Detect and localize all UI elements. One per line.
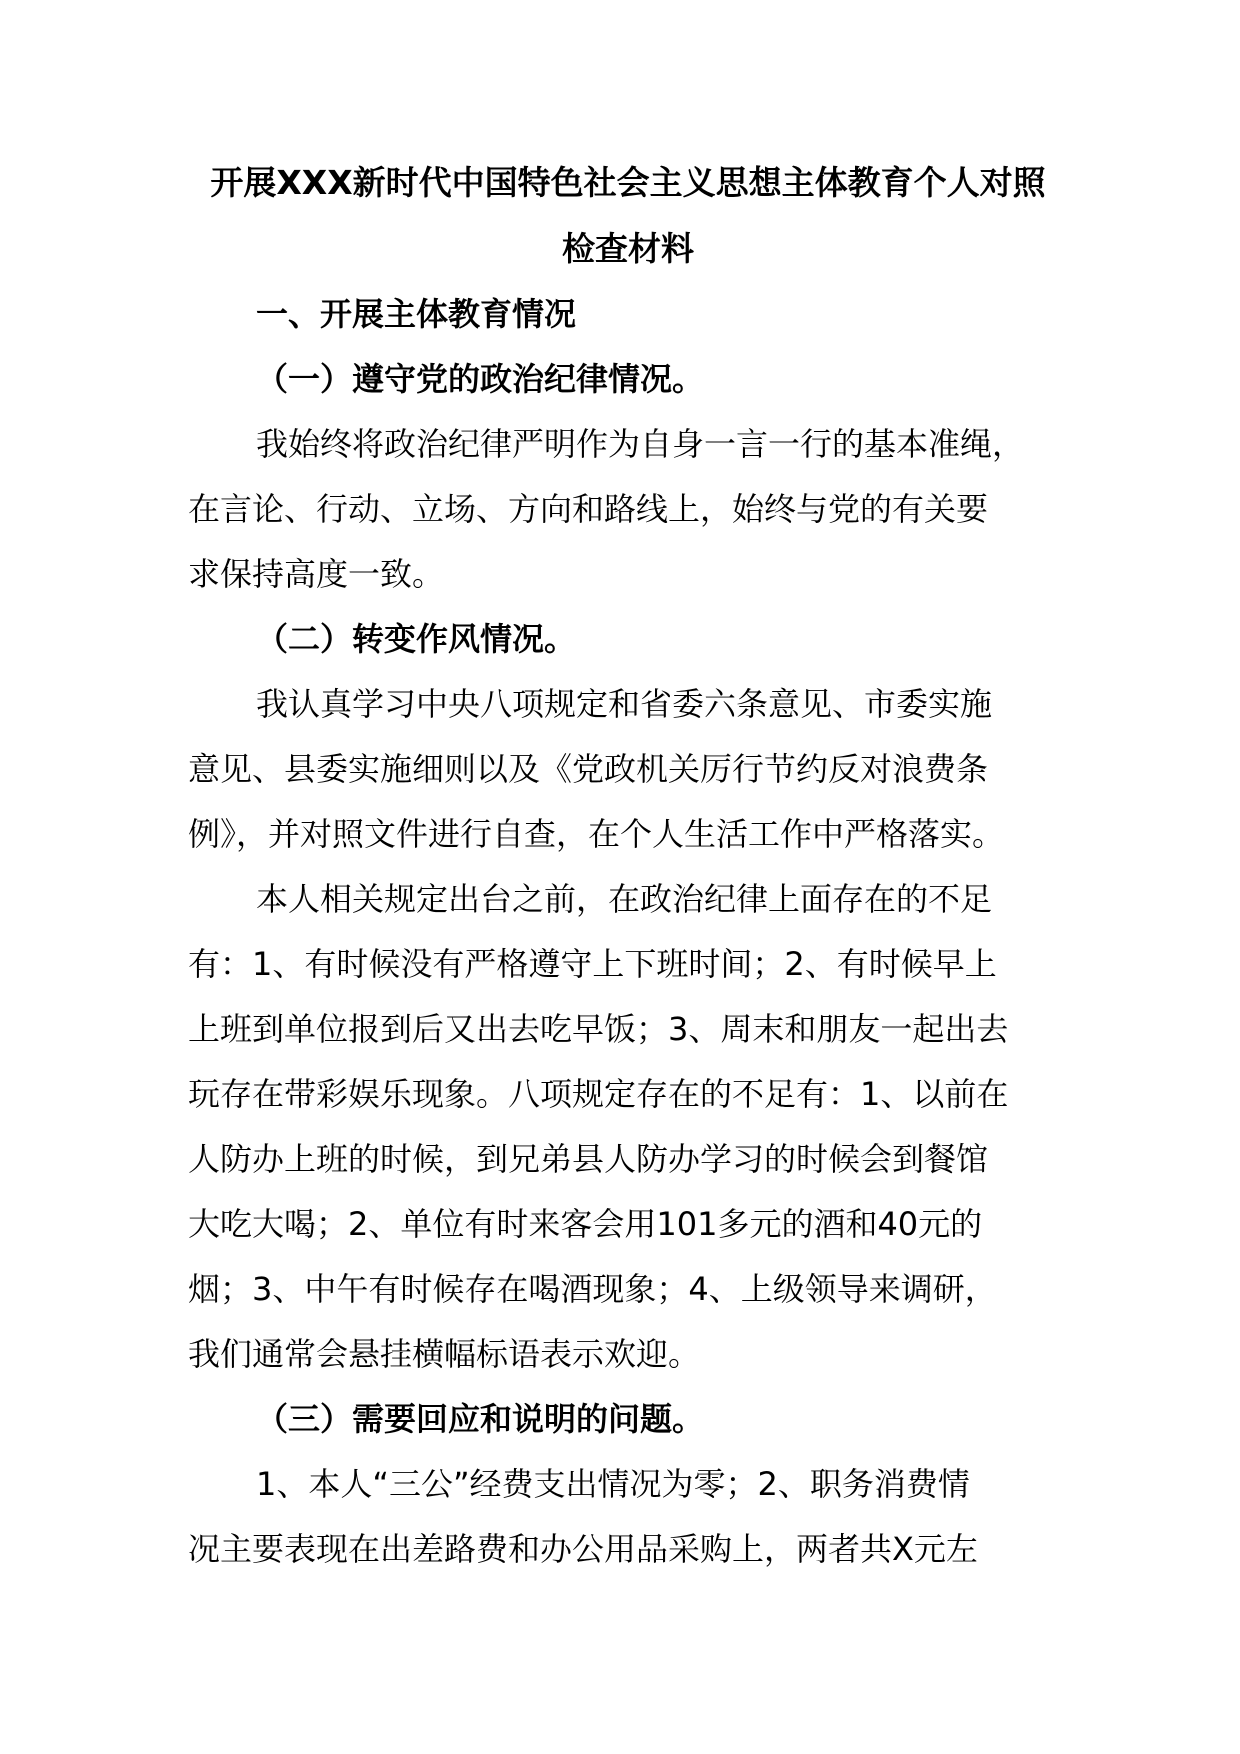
paragraph-line: 玩存在带彩娱乐现象。八项规定存在的不足有：1、以前在 xyxy=(188,1075,1009,1113)
paragraph-line: 求保持高度一致。 xyxy=(188,555,445,593)
section-heading-1: 一、开展主体教育情况 xyxy=(256,295,577,333)
paragraph-line: 1、本人“三公”经费支出情况为零；2、职务消费情 xyxy=(256,1465,970,1503)
paragraph-line: 上班到单位报到后又出去吃早饭；3、周末和朋友一起出去 xyxy=(188,1010,1009,1048)
document-title xyxy=(188,150,1068,282)
document-page xyxy=(188,150,1068,1582)
paragraph-line: 大吃大喝；2、单位有时来客会用101多元的酒和40元的 xyxy=(188,1205,983,1243)
paragraph-line: 本人相关规定出台之前，在政治纪律上面存在的不足 xyxy=(256,880,993,918)
paragraph-line: 我认真学习中央八项规定和省委六条意见、市委实施 xyxy=(256,685,993,723)
paragraph-line: 意见、县委实施细则以及《党政机关厉行节约反对浪费条 xyxy=(188,750,989,788)
subsection-heading-3: （三）需要回应和说明的问题。 xyxy=(256,1400,705,1438)
paragraph-line: 在言论、行动、立场、方向和路线上，始终与党的有关要 xyxy=(188,490,989,528)
paragraph-1 xyxy=(188,412,1068,607)
paragraph-line: 我始终将政治纪律严明作为自身一言一行的基本准绳， xyxy=(256,425,1025,463)
subsection-heading-2: （二）转变作风情况。 xyxy=(256,620,577,658)
paragraph-line: 人防办上班的时候，到兄弟县人防办学习的时候会到餐馆 xyxy=(188,1140,989,1178)
paragraph-3 xyxy=(188,867,1068,1387)
paragraph-2 xyxy=(188,672,1068,867)
title-line-1: 开展XXX新时代中国特色社会主义思想主体教育个人对照 xyxy=(210,163,1046,202)
subsection-heading-1: （一）遵守党的政治纪律情况。 xyxy=(256,360,705,398)
paragraph-line: 我们通常会悬挂横幅标语表示欢迎。 xyxy=(188,1335,701,1373)
paragraph-4 xyxy=(188,1452,1068,1582)
paragraph-line: 例》，并对照文件进行自查，在个人生活工作中严格落实。 xyxy=(188,815,1005,853)
paragraph-line: 烟；3、中午有时候存在喝酒现象；4、上级领导来调研， xyxy=(188,1270,997,1308)
paragraph-line: 况主要表现在出差路费和办公用品采购上，两者共X元左 xyxy=(188,1530,978,1568)
title-line-2: 检查材料 xyxy=(562,229,694,268)
paragraph-line: 有：1、有时候没有严格遵守上下班时间；2、有时候早上 xyxy=(188,945,997,983)
